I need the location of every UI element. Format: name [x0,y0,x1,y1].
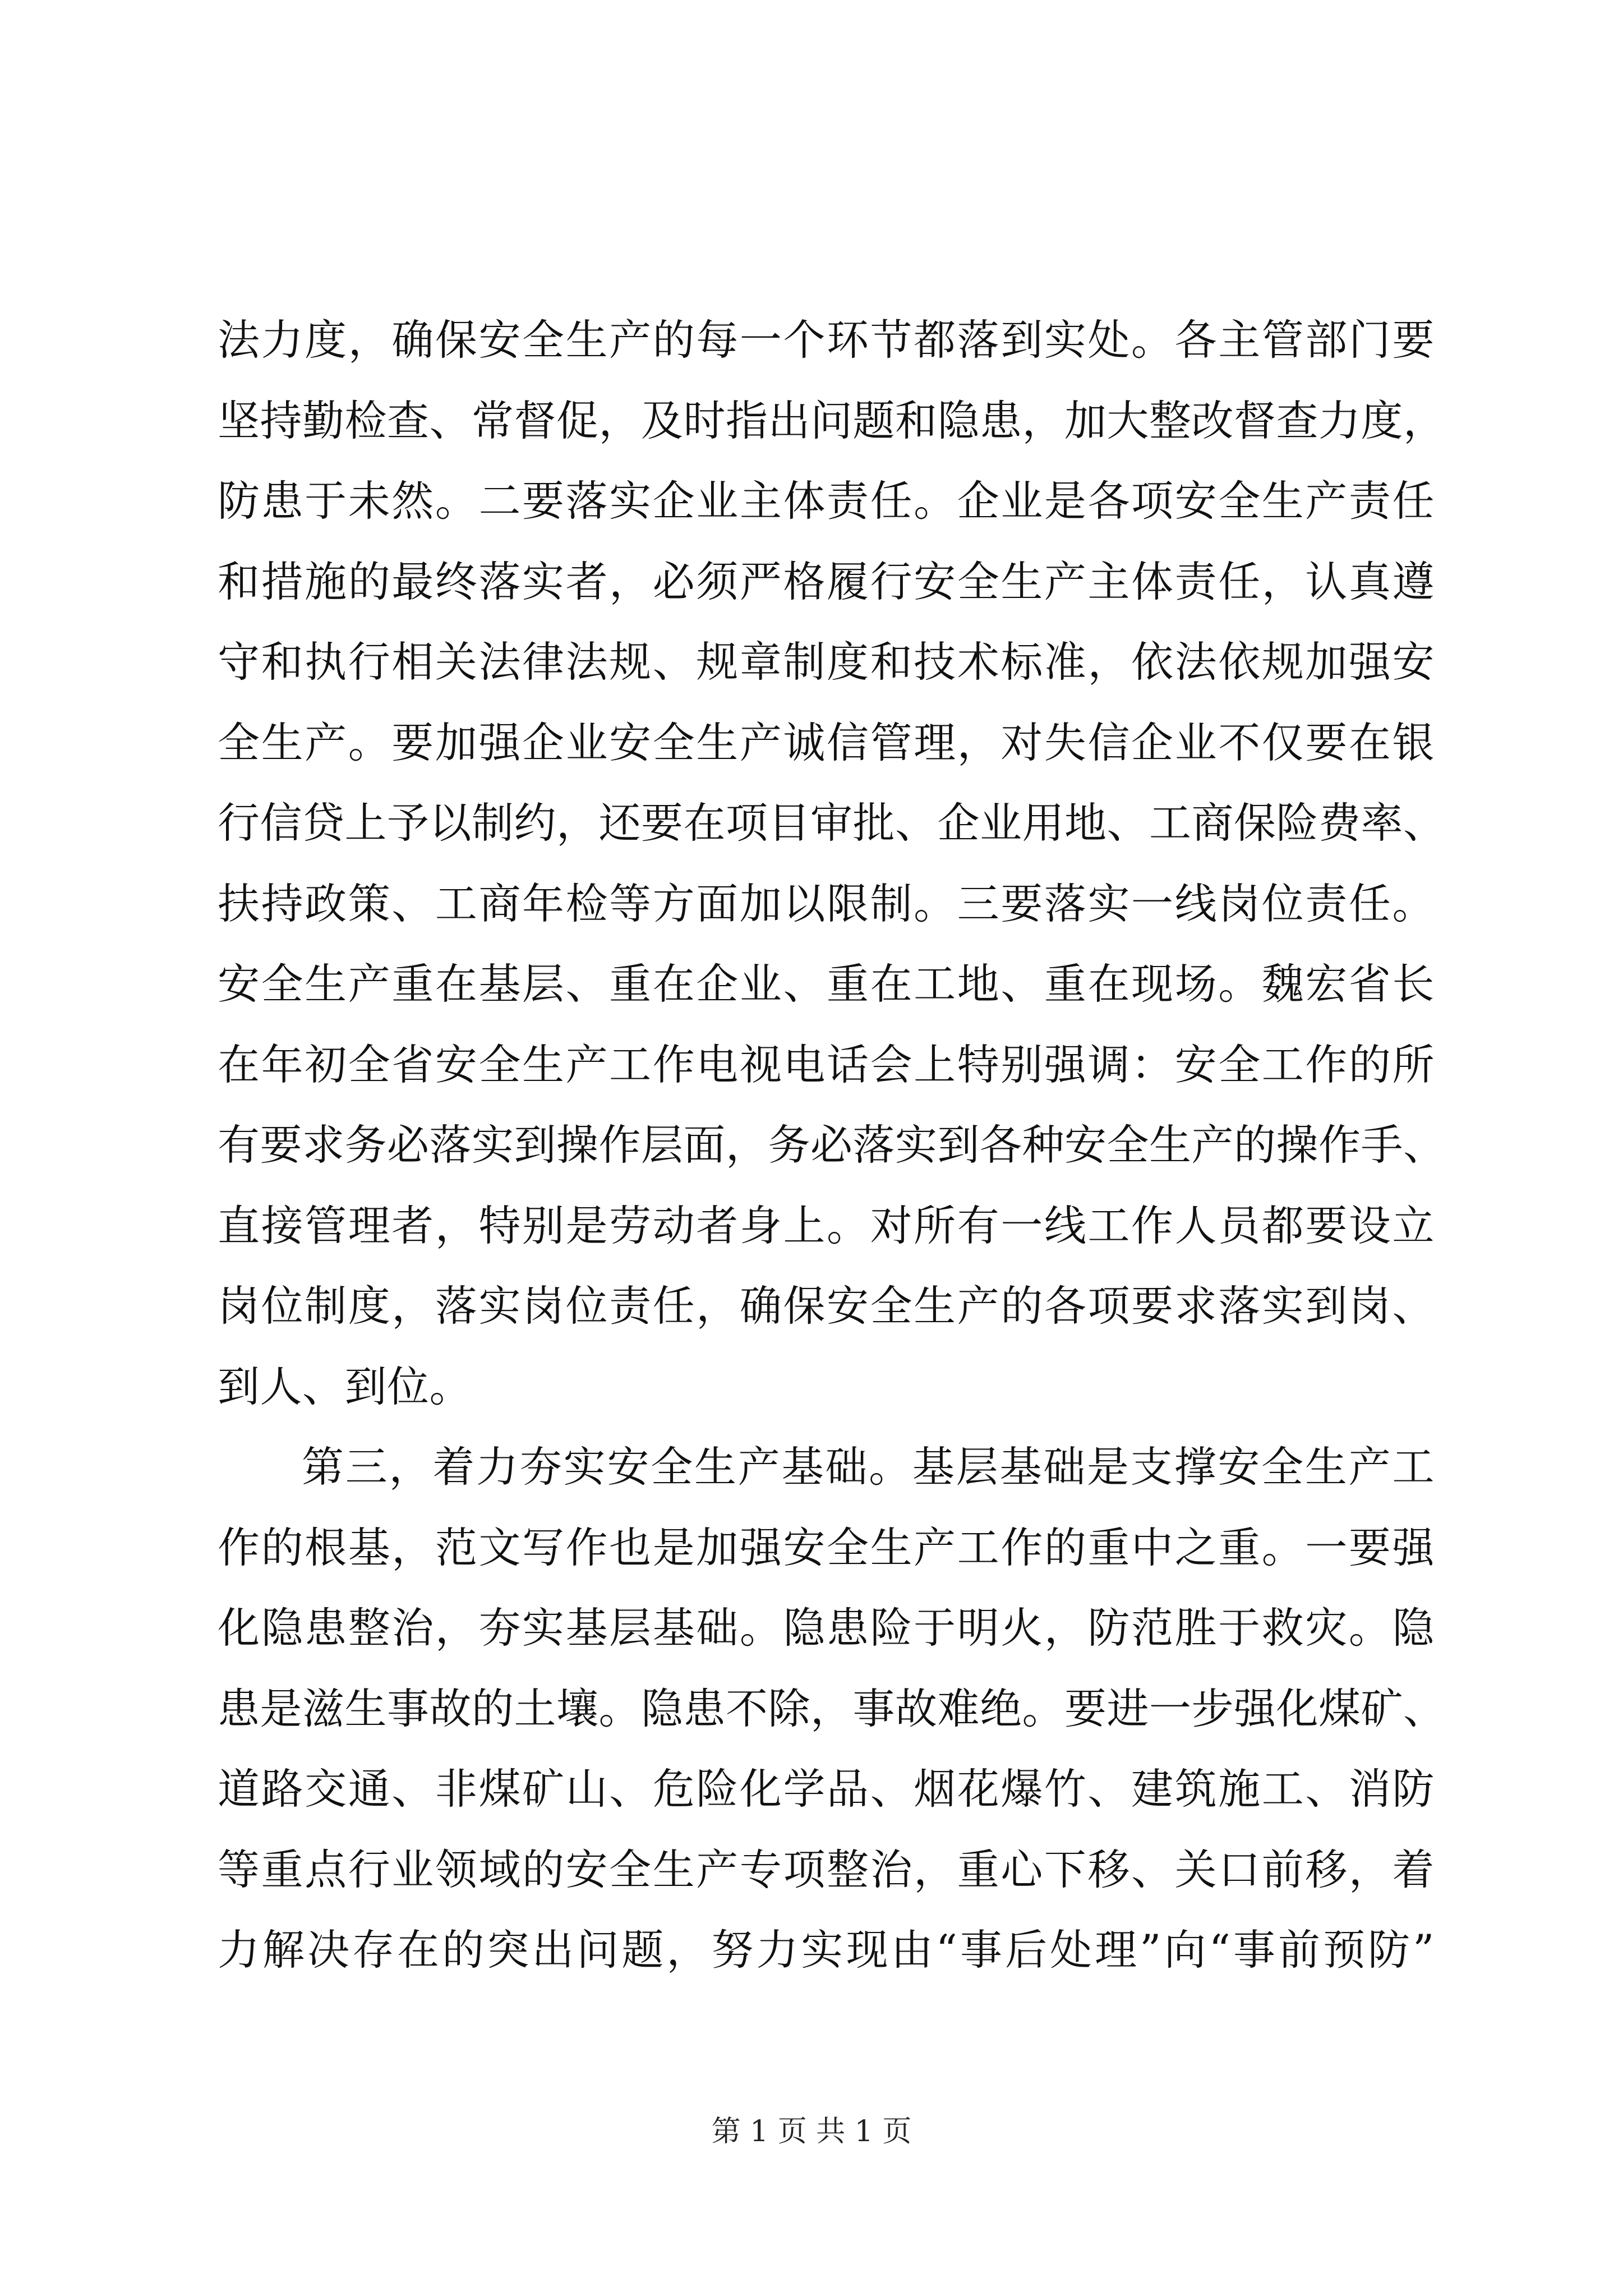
text-line: 等重点行业领域的安全生产专项整治，重心下移、关口前移，着 [218,1844,1435,1894]
text-line: 和措施的最终落实者，必须严格履行安全生产主体责任，认真遵 [218,556,1435,606]
text-line: 法力度，确保安全生产的每一个环节都落到实处。各主管部门要 [218,315,1435,365]
text-line: 岗位制度，落实岗位责任，确保安全生产的各项要求落实到岗、 [218,1281,1435,1331]
text-line: 患是滋生事故的土壤。隐患不除，事故难绝。要进一步强化煤矿、 [218,1683,1446,1733]
text-line: 全生产。要加强企业安全生产诚信管理，对失信企业不仅要在银 [218,717,1435,767]
body-text [218,300,1446,1991]
text-line: 行信贷上予以制约，还要在项目审批、企业用地、工商保险费率、 [218,798,1446,848]
text-line: 作的根基，范文写作也是加强安全生产工作的重中之重。一要强 [218,1522,1435,1572]
text-line: 有要求务必落实到操作层面，务必落实到各种安全生产的操作手、 [218,1120,1446,1170]
text-line: 扶持政策、工商年检等方面加以限制。三要落实一线岗位责任。 [218,878,1435,928]
text-line: 力解决存在的突出问题，努力实现由“事后处理”向“事前预防” [218,1925,1435,1975]
text-line: 守和执行相关法律法规、规章制度和技术标准，依法依规加强安 [218,637,1435,687]
text-line: 道路交通、非煤矿山、危险化学品、烟花爆竹、建筑施工、消防 [218,1764,1435,1814]
page-footer: 第 1 页 共 1 页 [711,2115,912,2148]
text-line: 在年初全省安全生产工作电视电话会上特别强调：安全工作的所 [218,1039,1435,1089]
text-line: 安全生产重在基层、重在企业、重在工地、重在现场。魏宏省长 [218,959,1435,1009]
text-line: 化隐患整治，夯实基层基础。隐患险于明火，防范胜于救灾。隐 [218,1603,1435,1653]
paragraph-first-line: 第三，着力夯实安全生产基础。基层基础是支撑安全生产工 [302,1442,1435,1492]
text-line: 防患于未然。二要落实企业主体责任。企业是各项安全生产责任 [218,476,1435,526]
text-line: 直接管理者，特别是劳动者身上。对所有一线工作人员都要设立 [218,1200,1435,1250]
text-line: 坚持勤检查、常督促，及时指出问题和隐患，加大整改督查力度， [218,395,1446,445]
text-line: 到人、到位。 [218,1361,472,1411]
